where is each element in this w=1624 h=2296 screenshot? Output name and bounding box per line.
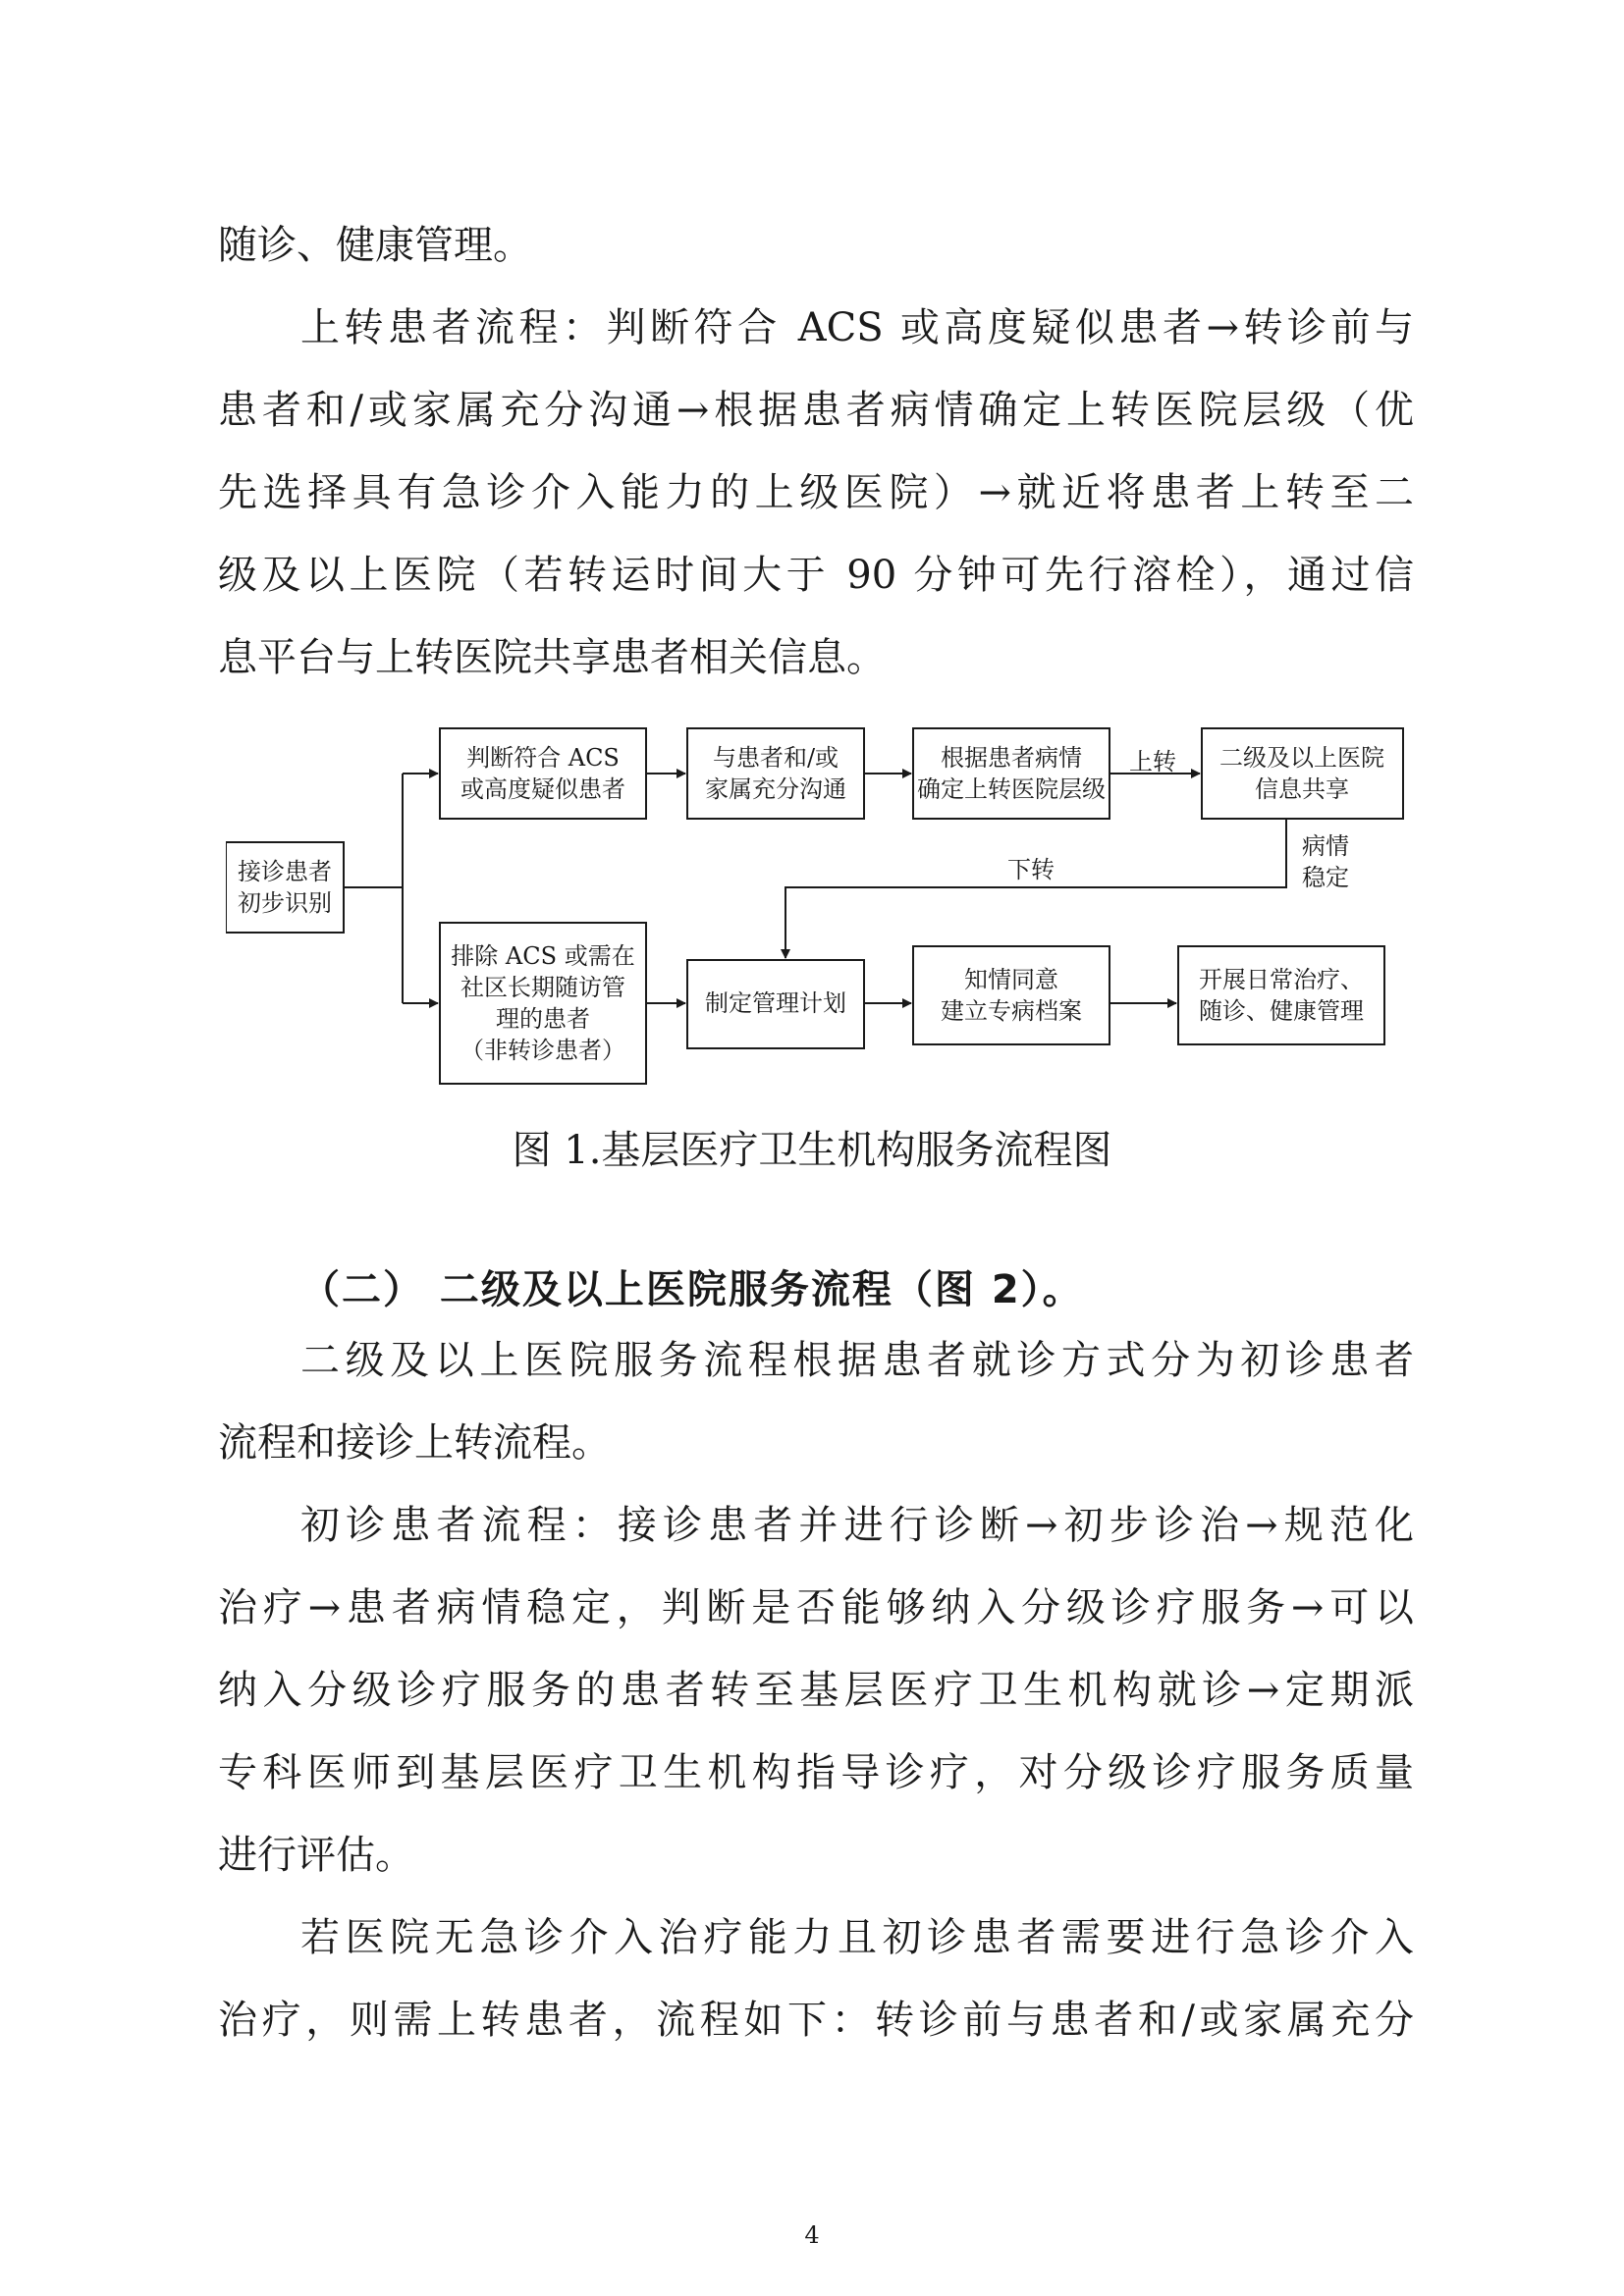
flow-node-label: 与患者和/或 — [712, 744, 839, 772]
flow-node-label: 信息共享 — [1255, 775, 1349, 803]
flow-node-label: 开展日常治疗、 — [1199, 966, 1364, 993]
figure-caption: 图 1.基层医疗卫生机构服务流程图 — [512, 1128, 1112, 1173]
text-line: 上转患者流程：判断符合 ACS 或高度疑似患者→转诊前与 — [300, 305, 1414, 350]
box-start — [226, 842, 344, 933]
box-lower-3 — [913, 946, 1110, 1044]
section-subheading: （二） 二级及以上医院服务流程（图 2）。 — [300, 1267, 1084, 1312]
flow-node-label: 接诊患者 — [238, 858, 332, 885]
flow-node-label: 判断符合 ACS — [466, 744, 620, 772]
service-flowchart — [226, 719, 1404, 1092]
box-upper-1 — [440, 728, 646, 819]
text-line: 初诊患者流程：接诊患者并进行诊断→初步诊治→规范化 — [300, 1503, 1414, 1548]
box-lower-4 — [1178, 946, 1384, 1044]
text-line: 治疗，则需上转患者，流程如下：转诊前与患者和/或家属充分 — [218, 1998, 1414, 2043]
text-line: 息平台与上转医院共享患者相关信息。 — [218, 635, 886, 680]
box-upper-2 — [687, 728, 864, 819]
flow-node-label: 知情同意 — [964, 966, 1058, 993]
text-line: 纳入分级诊疗服务的患者转至基层医疗卫生机构就诊→定期派 — [218, 1668, 1414, 1713]
text-line: 治疗→患者病情稳定，判断是否能够纳入分级诊疗服务→可以 — [218, 1585, 1414, 1630]
text-line: 先选择具有急诊介入能力的上级医院）→就近将患者上转至二 — [218, 470, 1414, 515]
edge-label-stable: 病情 — [1302, 832, 1349, 860]
flow-node-label: 或高度疑似患者 — [460, 775, 625, 803]
flow-node-label: （非转诊患者） — [460, 1037, 625, 1064]
down-transfer-line — [785, 819, 1286, 958]
flow-node-label: 确定上转医院层级 — [917, 775, 1106, 803]
flow-node-label: 初步识别 — [238, 889, 332, 917]
flow-node-label: 二级及以上医院 — [1219, 744, 1384, 772]
box-upper-4 — [1202, 728, 1403, 819]
flow-node-label: 家属充分沟通 — [705, 775, 846, 803]
edge-label-up: 上转 — [1129, 748, 1176, 775]
flow-node-label: 随诊、健康管理 — [1199, 997, 1364, 1025]
page-number: 4 — [804, 2221, 820, 2249]
edge-label-down: 下转 — [1007, 856, 1055, 883]
edge-label-stable: 稳定 — [1302, 864, 1349, 891]
flow-node-label: 理的患者 — [496, 1005, 590, 1033]
text-line: 患者和/或家属充分沟通→根据患者病情确定上转医院层级（优 — [218, 388, 1414, 433]
text-line: 若医院无急诊介入治疗能力且初诊患者需要进行急诊介入 — [300, 1915, 1414, 1960]
flow-node-label: 排除 ACS 或需在 — [451, 942, 635, 970]
text-line: 流程和接诊上转流程。 — [218, 1420, 611, 1466]
text-line: 专科医师到基层医疗卫生机构指导诊疗，对分级诊疗服务质量 — [218, 1750, 1414, 1795]
flow-node-label: 建立专病档案 — [941, 997, 1082, 1025]
text-line: 级及以上医院（若转运时间大于 90 分钟可先行溶栓），通过信 — [218, 553, 1414, 598]
flow-node-label: 社区长期随访管 — [460, 974, 625, 1001]
text-line: 进行评估。 — [218, 1833, 414, 1878]
box-upper-3 — [913, 728, 1110, 819]
flow-node-label: 根据患者病情 — [941, 744, 1082, 772]
text-line: 二级及以上医院服务流程根据患者就诊方式分为初诊患者 — [300, 1338, 1414, 1383]
flow-node-label: 制定管理计划 — [705, 989, 846, 1017]
text-line: 随诊、健康管理。 — [218, 223, 532, 268]
